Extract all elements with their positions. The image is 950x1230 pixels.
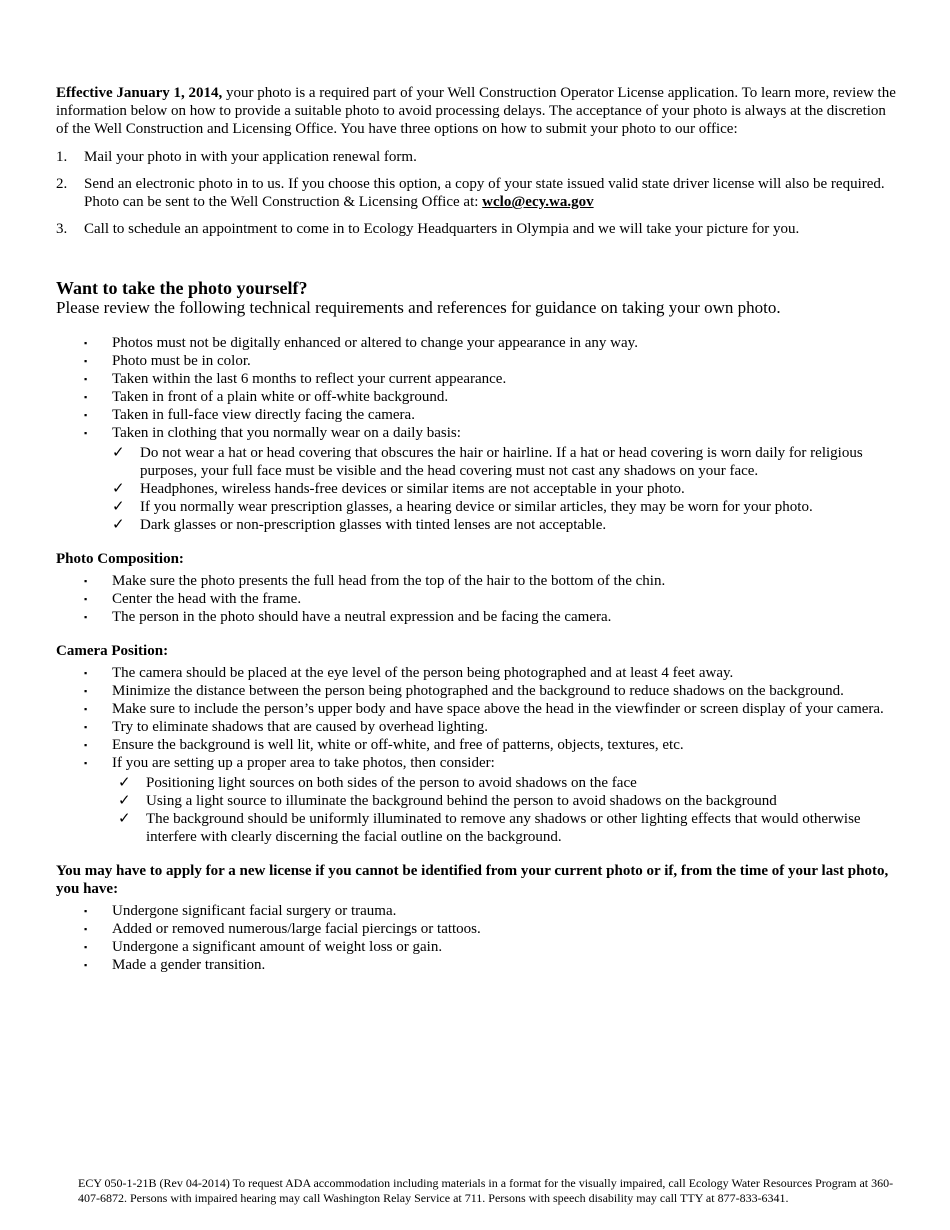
option-number: 3. — [56, 221, 68, 237]
square-bullet-icon: ▪ — [84, 722, 88, 732]
check-item-text: The background should be uniformly illuminated to remove any shadows or other lighting effects that would otherwise interfere with clearly discerning the facial outline on the background. — [146, 811, 861, 845]
square-bullet-icon: ▪ — [84, 338, 88, 348]
check-item — [56, 810, 896, 846]
square-bullet-icon: ▪ — [84, 612, 88, 622]
option-item — [56, 175, 896, 211]
list-item — [56, 682, 896, 700]
square-bullet-icon: ▪ — [84, 576, 88, 586]
check-item — [56, 498, 896, 516]
list-item-text: Undergone significant facial surgery or trauma. — [112, 903, 397, 919]
check-item — [56, 792, 896, 810]
square-bullet-icon: ▪ — [84, 668, 88, 678]
option-number: 2. — [56, 176, 68, 192]
option-item — [56, 220, 896, 238]
checkmark-icon: ✓ — [118, 811, 131, 827]
camera-heading: Camera Position: — [56, 643, 169, 659]
square-bullet-icon: ▪ — [84, 428, 88, 438]
list-item-text: The person in the photo should have a neutral expression and be facing the camera. — [112, 609, 612, 625]
square-bullet-icon: ▪ — [84, 704, 88, 714]
want-heading: Want to take the photo yourself? — [56, 278, 308, 298]
document-body — [56, 84, 896, 974]
list-item — [56, 590, 896, 608]
square-bullet-icon: ▪ — [84, 410, 88, 420]
check-item — [56, 480, 896, 498]
list-item-text: Taken in clothing that you normally wear on a daily basis: — [112, 425, 461, 441]
option-text — [84, 175, 896, 211]
square-bullet-icon: ▪ — [84, 906, 88, 916]
square-bullet-icon: ▪ — [84, 924, 88, 934]
check-item-text: Using a light source to illuminate the background behind the person to avoid shadows on the background — [146, 793, 777, 809]
list-item — [56, 608, 896, 626]
list-item — [56, 572, 896, 590]
square-bullet-icon: ▪ — [84, 686, 88, 696]
submit-options-list — [56, 148, 896, 238]
list-item — [56, 938, 896, 956]
list-item-text: Center the head with the frame. — [112, 591, 302, 607]
intro-effective-date: Effective January 1, 2014, — [56, 85, 223, 101]
list-item-text: Made a gender transition. — [112, 957, 266, 973]
check-item-text: Positioning light sources on both sides of the person to avoid shadows on the face — [146, 775, 637, 791]
list-item — [56, 956, 896, 974]
composition-list — [56, 572, 896, 626]
requirements-list — [56, 334, 896, 442]
square-bullet-icon: ▪ — [84, 960, 88, 970]
checkmark-icon: ✓ — [112, 481, 125, 497]
list-item — [56, 352, 896, 370]
list-item-text: Taken in full-face view directly facing the camera. — [112, 407, 415, 423]
check-item — [56, 774, 896, 792]
option-number: 1. — [56, 149, 68, 165]
option-item — [56, 148, 896, 166]
list-item — [56, 424, 896, 442]
list-item-text: Taken within the last 6 months to reflect your current appearance. — [112, 371, 507, 387]
option-text: Call to schedule an appointment to come in to Ecology Headquarters in Olympia and we will take your picture for you. — [84, 221, 800, 237]
list-item — [56, 406, 896, 424]
intro-paragraph — [56, 84, 896, 138]
option-text: Mail your photo in with your application renewal form. — [84, 149, 417, 165]
check-item-text: Headphones, wireless hands-free devices or similar items are not acceptable in your photo. — [140, 481, 685, 497]
list-item-text: Photos must not be digitally enhanced or altered to change your appearance in any way. — [112, 335, 638, 351]
clothing-checklist — [56, 444, 896, 534]
square-bullet-icon: ▪ — [84, 740, 88, 750]
list-item — [56, 754, 896, 772]
square-bullet-icon: ▪ — [84, 356, 88, 366]
check-item — [56, 444, 896, 480]
list-item-text: Try to eliminate shadows that are caused by overhead lighting. — [112, 719, 489, 735]
list-item-text: Undergone a significant amount of weight loss or gain. — [112, 939, 443, 955]
list-item — [56, 388, 896, 406]
checkmark-icon: ✓ — [118, 775, 131, 791]
check-item-text: If you normally wear prescription glasses, a hearing device or similar articles, they may be worn for your photo. — [140, 499, 813, 515]
intro-text: your photo is a required part of your Well Construction Operator License application. To learn more, review the information below on how to provide a suitable photo to avoid processing delays. The acceptance of your photo is always at the discretion of the Well Construction and Licensing Office. You have three options on how to submit your photo to our office: — [56, 85, 896, 137]
list-item — [56, 370, 896, 388]
list-item-text: Ensure the background is well lit, white or off-white, and free of patterns, objects, textures, etc. — [112, 737, 684, 753]
list-item — [56, 920, 896, 938]
square-bullet-icon: ▪ — [84, 942, 88, 952]
list-item-text: Photo must be in color. — [112, 353, 251, 369]
list-item — [56, 334, 896, 352]
list-item-text: Minimize the distance between the person being photographed and the background to reduce shadows on the background. — [112, 683, 844, 699]
list-item — [56, 700, 896, 718]
check-item-text: Do not wear a hat or head covering that obscures the hair or hairline. If a hat or head covering is worn daily for religious purposes, your full face must be visible and the head covering must not cast any shadows on your face. — [140, 445, 863, 479]
list-item — [56, 736, 896, 754]
square-bullet-icon: ▪ — [84, 594, 88, 604]
list-item-text: The camera should be placed at the eye level of the person being photographed and at least 4 feet away. — [112, 665, 734, 681]
checkmark-icon: ✓ — [112, 499, 125, 515]
list-item-text: Taken in front of a plain white or off-white background. — [112, 389, 449, 405]
square-bullet-icon: ▪ — [84, 374, 88, 384]
list-item-text: If you are setting up a proper area to take photos, then consider: — [112, 755, 495, 771]
list-item-text: Make sure the photo presents the full head from the top of the hair to the bottom of the chin. — [112, 573, 666, 589]
checkmark-icon: ✓ — [112, 517, 125, 533]
new-license-list — [56, 902, 896, 974]
checkmark-icon: ✓ — [118, 793, 131, 809]
new-license-heading: You may have to apply for a new license if you cannot be identified from your current photo or if, from the time of your last photo, you have: — [56, 863, 889, 897]
list-item — [56, 664, 896, 682]
option-text-body: Send an electronic photo in to us. If you choose this option, a copy of your state issued valid state driver license will also be required. Photo can be sent to the Well Construction & Licensing Office at: — [84, 176, 885, 210]
lighting-checklist — [56, 774, 896, 846]
square-bullet-icon: ▪ — [84, 392, 88, 402]
composition-heading: Photo Composition: — [56, 551, 184, 567]
square-bullet-icon: ▪ — [84, 758, 88, 768]
check-item-text: Dark glasses or non-prescription glasses with tinted lenses are not acceptable. — [140, 517, 607, 533]
list-item — [56, 718, 896, 736]
checkmark-icon: ✓ — [112, 445, 125, 461]
email-link[interactable]: wclo@ecy.wa.gov — [482, 194, 594, 210]
list-item-text: Make sure to include the person’s upper body and have space above the head in the viewfinder or screen display of your camera. — [112, 701, 884, 717]
list-item-text: Added or removed numerous/large facial piercings or tattoos. — [112, 921, 481, 937]
camera-list — [56, 664, 896, 772]
list-item — [56, 902, 896, 920]
footer-notice: ECY 050-1-21B (Rev 04-2014) To request ADA accommodation including materials in a format for the visually impaired, call Ecology Water Resources Program at 360-407-6872. Persons with impaired hearing may call Washington Relay Service at 711. Persons with speech disability may call TTY at 877-833-6341. — [78, 1176, 894, 1205]
want-subheading: Please review the following technical requirements and references for guidance on taking your own photo. — [56, 298, 781, 317]
check-item — [56, 516, 896, 534]
